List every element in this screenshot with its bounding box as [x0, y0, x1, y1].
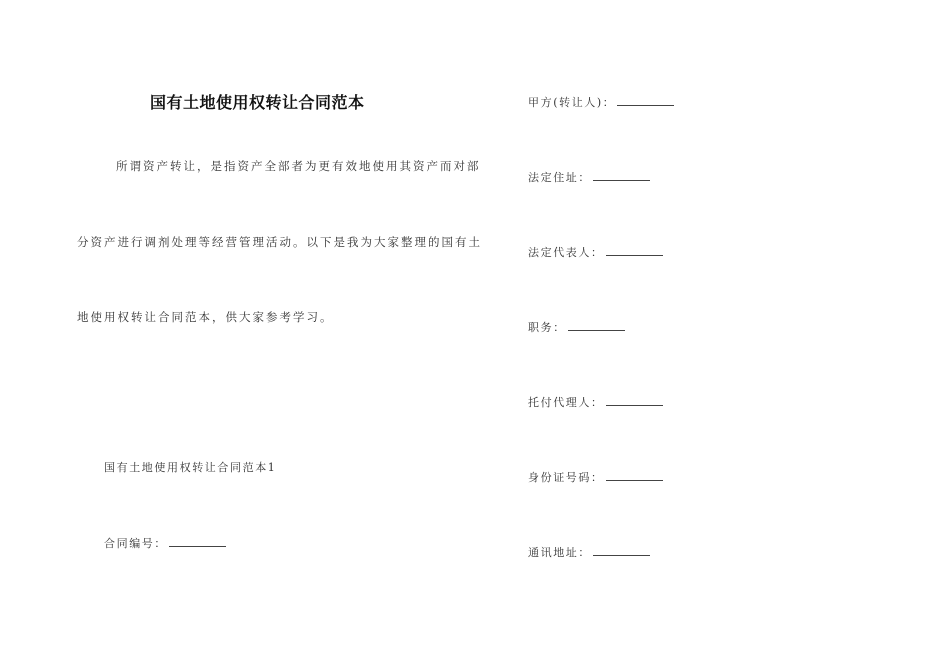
- contract-number-field: [104, 535, 226, 551]
- id-number-blank: [606, 470, 663, 481]
- contract-number-blank: [169, 536, 226, 547]
- mailing-address-blank: [593, 545, 650, 556]
- position-field: [528, 319, 625, 335]
- legal-address-blank: [593, 170, 650, 181]
- id-number-field: [528, 469, 663, 485]
- intro-paragraph-line-2: 分资产进行调剂处理等经营管理活动。以下是我为大家整理的国有土: [77, 235, 482, 249]
- legal-representative-label: 法定代表人：: [528, 246, 604, 259]
- contract-number-label: 合同编号：: [104, 537, 167, 550]
- transferor-label: 甲方(转让人)：: [528, 96, 616, 109]
- legal-address-field: [528, 169, 650, 185]
- transferor-field: [528, 94, 674, 110]
- mailing-address-label: 通讯地址：: [528, 546, 591, 559]
- intro-paragraph-line-3: 地使用权转让合同范本，供大家参考学习。: [77, 310, 334, 324]
- legal-representative-field: [528, 244, 663, 260]
- document-title: 国有土地使用权转让合同范本: [150, 93, 365, 112]
- position-label: 职务：: [528, 321, 566, 334]
- legal-representative-blank: [606, 245, 663, 256]
- legal-address-label: 法定住址：: [528, 171, 591, 184]
- agent-label: 托付代理人：: [528, 396, 604, 409]
- position-blank: [568, 320, 625, 331]
- transferor-blank: [617, 95, 674, 106]
- agent-blank: [606, 395, 663, 406]
- agent-field: [528, 394, 663, 410]
- intro-paragraph-line-1: 所谓资产转让，是指资产全部者为更有效地使用其资产而对部: [116, 159, 481, 173]
- section-heading: 国有土地使用权转让合同范本1: [104, 461, 277, 474]
- mailing-address-field: [528, 544, 650, 560]
- id-number-label: 身份证号码：: [528, 471, 604, 484]
